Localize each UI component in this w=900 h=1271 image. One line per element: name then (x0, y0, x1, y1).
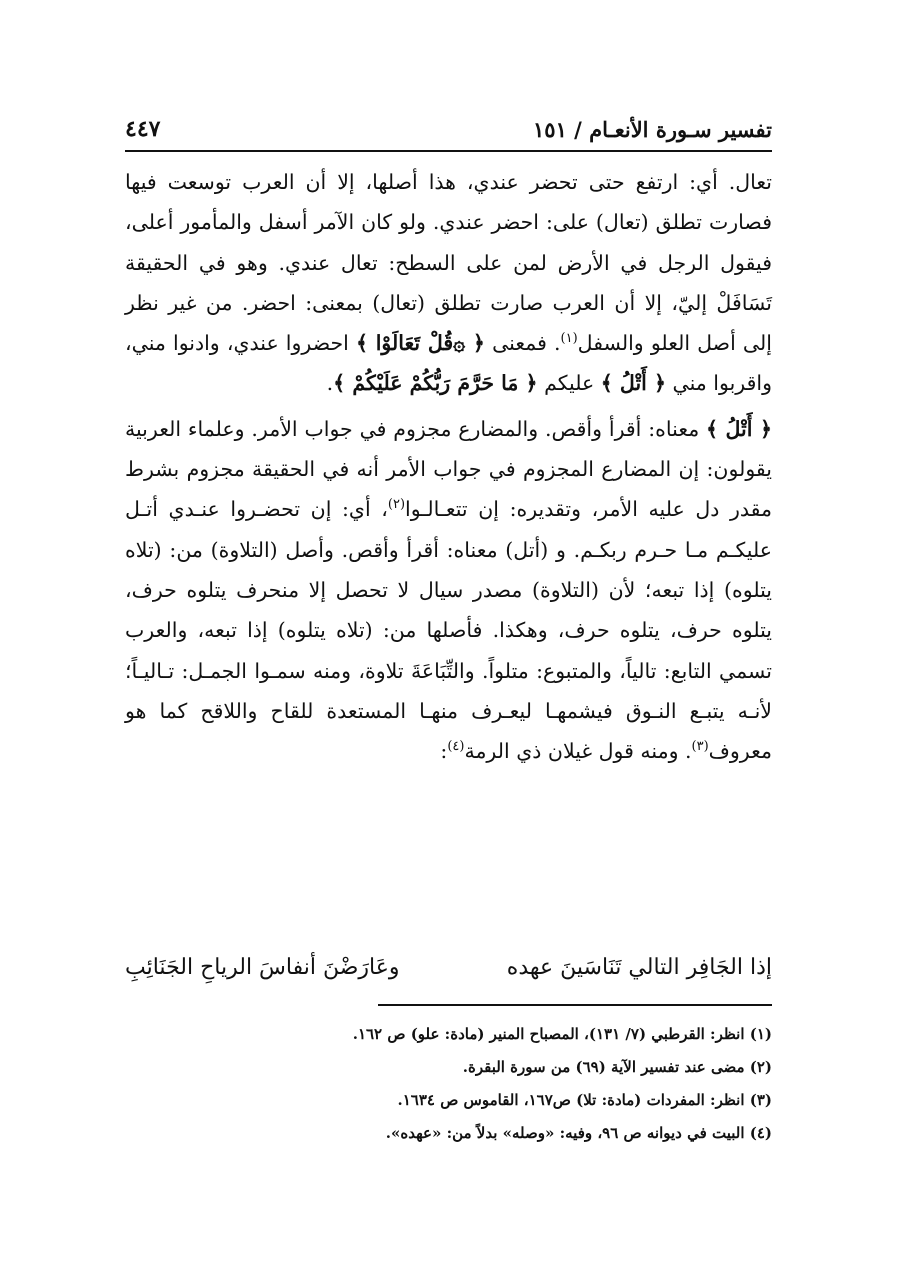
text-line: الرمة (464, 739, 510, 764)
paragraph-1 (125, 162, 772, 404)
text-line: تعال. أي: ارتفع حتى تحضر عندي، هذا أصلها، إلا أن العرب (242, 170, 772, 194)
footnote-4: (٤) البيت في ديوانه ص ٩٦، وفيه: «وصله» بدلاً من: «عهده». (385, 1124, 772, 1142)
text-line: تبعه؛ لأن (التلاوة) مصدر سيال لا تحصل إلا منحرف يتلوه حرف، (125, 577, 685, 602)
quran-quote: ﴿ ۞قُلْ تَعَالَوْا ﴾ (355, 331, 485, 356)
quran-quote: ﴿ أَتْلُ ﴾ (706, 416, 772, 441)
main-text (125, 162, 772, 771)
footnote-rule (378, 1004, 772, 1006)
text-line: الآمر أسفل والمأمور أعلى، فيقول الرجل في الأرض لمن على (125, 210, 772, 275)
footnotes (125, 1018, 772, 1150)
verse-second-hemistich: وعَارَضْنَ أنفاسَ الرياحِ الجَنَائِبِ (125, 954, 400, 980)
footnote-ref-1: (١) (560, 331, 578, 347)
text-line: . ومنه قول غيلان ذي (516, 739, 692, 764)
text-line: و (أتل) معناه: أقرأ وأقص. وأصل (التلاوة) من: (تلاه يتلوه) إذا (125, 537, 772, 602)
text-line: تتعـالـوا (405, 497, 468, 522)
text-line: واقربوا مني (672, 371, 772, 396)
footnote-ref-2: (٢) (387, 497, 406, 513)
text-line: ، أي: إن تحضـروا عنـدي أتـل عليكـم مـا حـرم ربكـم. (125, 497, 772, 562)
text-line: عليكم (544, 371, 595, 396)
paragraph-2 (125, 409, 772, 772)
text-line: يتلوه حرف، يتلوه حرف، وهكذا. فأصلها من: (تلاه يتلوه) إذا (247, 618, 772, 643)
quran-quote: ﴿ مَا حَرَّمَ رَبُّكُمْ عَلَيْكُمْ ﴾ (333, 371, 538, 396)
text-line: السطح: تعال عندي. وهو في الحقيقة تَسَافَلْ إليّ، إلا أن العرب (125, 250, 772, 315)
poetry-verse (125, 942, 772, 992)
footnote-ref-4: (٤) (447, 739, 465, 755)
text-line: والسفل (577, 331, 644, 356)
text-line: احضروا عندي، وادنوا مني، (125, 331, 349, 356)
text-line: المستعدة للقاح واللاقح كما هو معروف (125, 698, 772, 764)
text-line: الأمر. وعلماء العربية يقولون: إن المضارع المجزوم في جواب (125, 416, 772, 482)
text-line: معناه: أقرأ وأقص. والمضارع مجزوم في جواب (304, 416, 700, 441)
text-line: : (440, 739, 448, 764)
text-line: تبعه، والعرب تسمي التابع: تالياً، والمتبوع: متلواً. والتِّبَاعَةَ تلاوة، (125, 618, 772, 683)
quran-quote: ﴿ أَتْلُ ﴾ (600, 371, 666, 396)
footnote-2: (٢) مضى عند تفسير الآية (٦٩) من سورة البقرة. (462, 1058, 772, 1076)
footnote-1: (١) انظر: القرطبي (٧/ ١٣١)، المصباح المنير (مادة: علو) ص ١٦٢. (352, 1025, 772, 1043)
text-line: الأمر أنه في الحقيقة مجزوم بشرط مقدر دل عليه الأمر، وتقديره: إن (125, 457, 772, 522)
text-line: صارت تطلق (تعال) بمعنى: احضر. من غير نظر إلى أصل العلو (125, 290, 772, 356)
footnote-3: (٣) انظر: المفردات (مادة: تلا) ص١٦٧، القاموس ص ١٦٣٤. (397, 1091, 772, 1109)
text-line: ومنه سمـوا الجمـل: تـاليـاً؛ لأنـه يتبـع النـوق فيشمهـا ليعـرف منهـا (125, 658, 772, 723)
footnote-ref-3: (٣) (691, 739, 709, 755)
text-line: . فمعنى (492, 331, 561, 356)
text-line: . (326, 371, 334, 396)
text-line: توسعت فيها فصارت تطلق (تعال) على: احضر عندي. ولو كان (125, 170, 772, 235)
running-title: تفسير سـورة الأنعـام / ١٥١ (533, 117, 772, 142)
verse-first-hemistich: إذا الجَافِر التالي تَنَاسَينَ عهده (506, 954, 772, 980)
header-rule (125, 150, 772, 152)
page-number: ٤٤٧ (125, 116, 161, 142)
page-header (125, 104, 772, 142)
